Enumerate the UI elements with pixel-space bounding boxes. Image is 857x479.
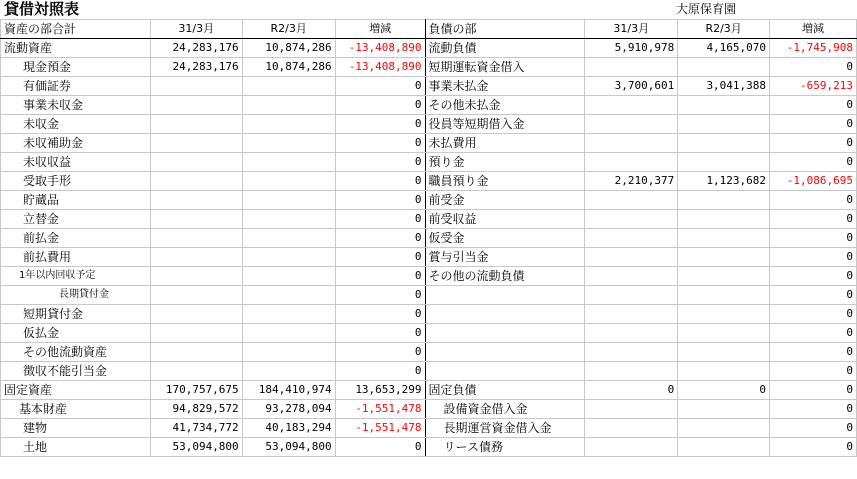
asset-value-r2-3	[242, 343, 335, 362]
asset-change: 0	[335, 438, 425, 457]
liability-value-31-3	[585, 267, 678, 286]
asset-change: 0	[335, 267, 425, 286]
table-row	[1, 286, 857, 305]
asset-value-31-3: 94,829,572	[150, 400, 242, 419]
asset-change: 0	[335, 77, 425, 96]
asset-value-r2-3	[242, 210, 335, 229]
asset-change: -1,551,478	[335, 419, 425, 438]
table-row	[1, 134, 857, 153]
liability-label: 未払費用	[425, 134, 585, 153]
liability-value-r2-3	[678, 362, 770, 381]
asset-label: 固定資産	[1, 381, 151, 400]
liability-value-r2-3	[678, 305, 770, 324]
table-row	[1, 324, 857, 343]
asset-change: -1,551,478	[335, 400, 425, 419]
col-header-31-3: 31/3月	[585, 20, 678, 39]
asset-value-31-3	[150, 267, 242, 286]
liability-change: 0	[770, 305, 857, 324]
asset-value-31-3	[150, 134, 242, 153]
organization-name: 大原保育園	[676, 2, 737, 16]
liability-change: 0	[770, 343, 857, 362]
liability-value-r2-3	[678, 96, 770, 115]
liability-value-r2-3	[678, 324, 770, 343]
liability-value-31-3	[585, 153, 678, 172]
liability-value-r2-3	[678, 191, 770, 210]
liability-value-r2-3	[678, 419, 770, 438]
asset-value-r2-3	[242, 96, 335, 115]
liability-value-31-3	[585, 438, 678, 457]
asset-label: 有価証券	[1, 77, 151, 96]
asset-label: 短期貸付金	[1, 305, 151, 324]
asset-value-31-3: 41,734,772	[150, 419, 242, 438]
table-row	[1, 115, 857, 134]
liability-label	[425, 286, 585, 305]
table-row	[1, 172, 857, 191]
liability-label: リース債務	[425, 438, 585, 457]
asset-change: -13,408,890	[335, 58, 425, 77]
asset-change: 0	[335, 286, 425, 305]
liability-label: 短期運転資金借入	[425, 58, 585, 77]
liability-value-31-3	[585, 115, 678, 134]
liability-value-r2-3	[678, 267, 770, 286]
balance-sheet-table	[0, 19, 857, 457]
table-row	[1, 305, 857, 324]
liability-label: 前受金	[425, 191, 585, 210]
liability-value-31-3	[585, 286, 678, 305]
table-row	[1, 77, 857, 96]
liability-label: 前受収益	[425, 210, 585, 229]
asset-value-31-3	[150, 172, 242, 191]
liability-change: -659,213	[770, 77, 857, 96]
liability-value-31-3	[585, 191, 678, 210]
liability-value-31-3	[585, 134, 678, 153]
asset-change: 0	[335, 362, 425, 381]
asset-value-31-3	[150, 229, 242, 248]
asset-change: 0	[335, 115, 425, 134]
asset-change: 0	[335, 96, 425, 115]
asset-label: 前払費用	[1, 248, 151, 267]
asset-value-r2-3: 184,410,974	[242, 381, 335, 400]
liability-value-31-3: 2,210,377	[585, 172, 678, 191]
liability-label: 役員等短期借入金	[425, 115, 585, 134]
liability-change: 0	[770, 286, 857, 305]
asset-value-31-3	[150, 96, 242, 115]
liability-value-31-3: 3,700,601	[585, 77, 678, 96]
table-row	[1, 153, 857, 172]
table-row	[1, 438, 857, 457]
table-row	[1, 229, 857, 248]
liability-label: 賞与引当金	[425, 248, 585, 267]
table-row	[1, 39, 857, 58]
asset-value-r2-3	[242, 134, 335, 153]
liability-label: 預り金	[425, 153, 585, 172]
liability-value-r2-3	[678, 229, 770, 248]
table-row	[1, 343, 857, 362]
liability-value-31-3	[585, 58, 678, 77]
table-row	[1, 400, 857, 419]
asset-label: 受取手形	[1, 172, 151, 191]
asset-label: 貯蔵品	[1, 191, 151, 210]
asset-value-r2-3	[242, 191, 335, 210]
asset-value-r2-3	[242, 248, 335, 267]
liability-label: 職員預り金	[425, 172, 585, 191]
liability-value-r2-3: 0	[678, 381, 770, 400]
table-row	[1, 267, 857, 286]
asset-label: 現金預金	[1, 58, 151, 77]
asset-change: 13,653,299	[335, 381, 425, 400]
header-row	[1, 20, 857, 39]
liability-value-r2-3	[678, 438, 770, 457]
asset-value-31-3	[150, 153, 242, 172]
liability-change: 0	[770, 324, 857, 343]
liability-value-31-3	[585, 343, 678, 362]
liability-label: 流動負債	[425, 39, 585, 58]
asset-value-31-3	[150, 115, 242, 134]
asset-value-r2-3: 10,874,286	[242, 58, 335, 77]
liability-value-r2-3	[678, 343, 770, 362]
asset-value-r2-3	[242, 153, 335, 172]
col-header-change: 増減	[770, 20, 857, 39]
asset-value-31-3	[150, 191, 242, 210]
page-title: 貸借対照表	[4, 0, 80, 18]
liability-change: 0	[770, 419, 857, 438]
liability-label: 仮受金	[425, 229, 585, 248]
asset-value-r2-3: 40,183,294	[242, 419, 335, 438]
col-header-r2-3: R2/3月	[678, 20, 770, 39]
asset-change: 0	[335, 153, 425, 172]
asset-value-31-3	[150, 248, 242, 267]
liability-value-r2-3	[678, 115, 770, 134]
liability-label: 設備資金借入金	[425, 400, 585, 419]
asset-value-r2-3	[242, 362, 335, 381]
asset-change: 0	[335, 324, 425, 343]
liability-value-r2-3	[678, 248, 770, 267]
liability-label	[425, 305, 585, 324]
liability-value-31-3: 5,910,978	[585, 39, 678, 58]
liability-value-31-3	[585, 96, 678, 115]
liability-value-31-3	[585, 210, 678, 229]
liability-change: 0	[770, 58, 857, 77]
assets-header: 資産の部合計	[1, 20, 151, 39]
asset-label: 1年以内回収予定	[1, 267, 151, 286]
liability-label: 固定負債	[425, 381, 585, 400]
liability-change: 0	[770, 153, 857, 172]
liability-label: その他未払金	[425, 96, 585, 115]
liability-change: 0	[770, 134, 857, 153]
col-header-r2-3: R2/3月	[242, 20, 335, 39]
asset-value-r2-3	[242, 305, 335, 324]
asset-value-31-3: 170,757,675	[150, 381, 242, 400]
asset-value-31-3	[150, 343, 242, 362]
liability-change: 0	[770, 400, 857, 419]
liability-label	[425, 362, 585, 381]
liability-value-31-3	[585, 229, 678, 248]
liability-value-r2-3	[678, 210, 770, 229]
asset-label: 仮払金	[1, 324, 151, 343]
asset-value-r2-3	[242, 286, 335, 305]
liability-label: 長期運営資金借入金	[425, 419, 585, 438]
liability-value-31-3	[585, 400, 678, 419]
asset-change: 0	[335, 305, 425, 324]
liability-change: 0	[770, 115, 857, 134]
table-row	[1, 362, 857, 381]
asset-change: 0	[335, 343, 425, 362]
asset-value-31-3: 24,283,176	[150, 58, 242, 77]
asset-change: -13,408,890	[335, 39, 425, 58]
asset-label: 未収収益	[1, 153, 151, 172]
asset-value-r2-3	[242, 229, 335, 248]
liability-value-31-3	[585, 305, 678, 324]
col-header-change: 増減	[335, 20, 425, 39]
liability-value-r2-3	[678, 58, 770, 77]
liability-change: 0	[770, 96, 857, 115]
asset-value-31-3: 53,094,800	[150, 438, 242, 457]
liability-change: 0	[770, 438, 857, 457]
asset-label: その他流動資産	[1, 343, 151, 362]
liabilities-header: 負債の部	[425, 20, 585, 39]
asset-change: 0	[335, 191, 425, 210]
asset-change: 0	[335, 229, 425, 248]
liability-value-r2-3: 4,165,070	[678, 39, 770, 58]
asset-label: 事業未収金	[1, 96, 151, 115]
asset-label: 徴収不能引当金	[1, 362, 151, 381]
asset-change: 0	[335, 248, 425, 267]
asset-change: 0	[335, 210, 425, 229]
asset-change: 0	[335, 134, 425, 153]
asset-value-r2-3	[242, 172, 335, 191]
asset-value-r2-3	[242, 324, 335, 343]
asset-value-31-3	[150, 324, 242, 343]
liability-value-r2-3	[678, 153, 770, 172]
table-row	[1, 96, 857, 115]
liability-change: 0	[770, 191, 857, 210]
liability-value-r2-3	[678, 286, 770, 305]
table-row	[1, 191, 857, 210]
liability-value-r2-3	[678, 134, 770, 153]
liability-change: 0	[770, 267, 857, 286]
asset-value-31-3	[150, 362, 242, 381]
asset-value-31-3	[150, 77, 242, 96]
table-row	[1, 210, 857, 229]
table-row	[1, 58, 857, 77]
asset-label: 土地	[1, 438, 151, 457]
col-header-31-3: 31/3月	[150, 20, 242, 39]
asset-value-r2-3: 93,278,094	[242, 400, 335, 419]
asset-value-r2-3: 53,094,800	[242, 438, 335, 457]
liability-label	[425, 343, 585, 362]
liability-change: 0	[770, 248, 857, 267]
asset-label: 建物	[1, 419, 151, 438]
table-row	[1, 419, 857, 438]
liability-label: その他の流動負債	[425, 267, 585, 286]
asset-label: 流動資産	[1, 39, 151, 58]
asset-label: 基本財産	[1, 400, 151, 419]
liability-value-31-3	[585, 324, 678, 343]
liability-value-31-3: 0	[585, 381, 678, 400]
liability-value-31-3	[585, 248, 678, 267]
asset-label: 未収補助金	[1, 134, 151, 153]
liability-value-31-3	[585, 419, 678, 438]
liability-change: -1,745,908	[770, 39, 857, 58]
asset-label: 長期貸付金	[1, 286, 151, 305]
liability-value-r2-3	[678, 400, 770, 419]
asset-value-r2-3	[242, 267, 335, 286]
asset-value-31-3: 24,283,176	[150, 39, 242, 58]
asset-label: 前払金	[1, 229, 151, 248]
asset-value-r2-3: 10,874,286	[242, 39, 335, 58]
liability-value-31-3	[585, 362, 678, 381]
liability-value-r2-3: 3,041,388	[678, 77, 770, 96]
liability-change: 0	[770, 210, 857, 229]
liability-label: 事業未払金	[425, 77, 585, 96]
asset-value-r2-3	[242, 77, 335, 96]
asset-value-31-3	[150, 286, 242, 305]
asset-label: 未収金	[1, 115, 151, 134]
liability-change: -1,086,695	[770, 172, 857, 191]
asset-value-31-3	[150, 305, 242, 324]
asset-value-r2-3	[242, 115, 335, 134]
liability-label	[425, 324, 585, 343]
liability-change: 0	[770, 362, 857, 381]
liability-change: 0	[770, 229, 857, 248]
liability-change: 0	[770, 381, 857, 400]
asset-change: 0	[335, 172, 425, 191]
table-row	[1, 381, 857, 400]
asset-label: 立替金	[1, 210, 151, 229]
liability-value-r2-3: 1,123,682	[678, 172, 770, 191]
table-row	[1, 248, 857, 267]
asset-value-31-3	[150, 210, 242, 229]
